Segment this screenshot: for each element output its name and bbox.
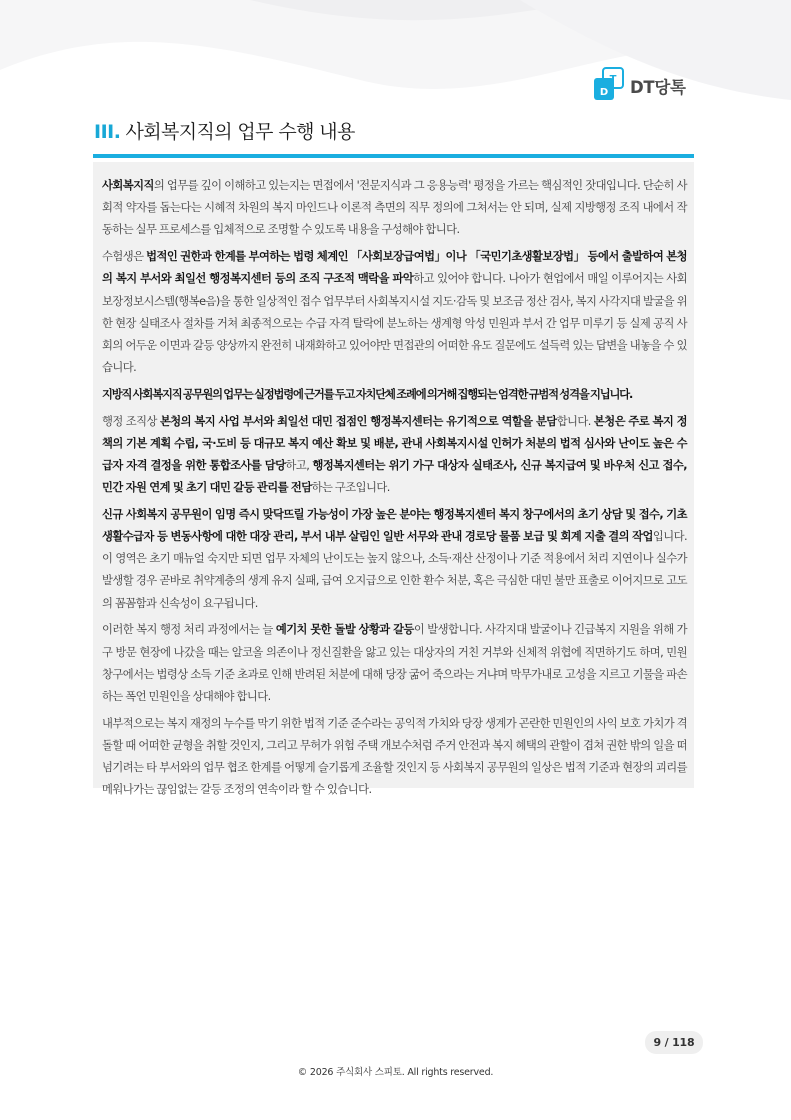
body-text: 하고 있어야 합니다. 나아가 현업에서 매일 이루어지는 사회보장정보시스템(행복e음)을 통한 일상적인 접수 업무부터 사회복지시설 지도·감독 및 보조금 정산 검사, 복지 사각지대 발굴을 위한 현장 실태조사 절차를 거쳐 최종적으로는 수급 자격 탈락에 분노하는 생계형 악성 민원과 부서 간 업무 미루기 등 실제 공직 사회의 어두운 이면과 갈등 양상까지 완전히 내재화하고 있어야만 면접관의 어떠한 유도 질문에도 설득력 있는 답변을 내놓을 수 있습니다.: [102, 272, 687, 375]
page-number: 9 / 118: [645, 1031, 703, 1054]
emphasis-text: 지방직 사회복지직 공무원의 업무는 실정법령에 근거를 두고 자치단체 조례에 의거해 집행되는 엄격한 규범적 성격을 지닙니다.: [102, 387, 633, 401]
brand-logo: [592, 66, 692, 104]
logo-letter-t: T: [609, 74, 617, 85]
section-title-text: 사회복지직의 업무 수행 내용: [125, 121, 355, 143]
content-box: [93, 162, 694, 797]
paragraph: [102, 619, 687, 708]
title-divider: [93, 154, 694, 158]
emphasis-text: 예기치 못한 돌발 상황과 갈등: [275, 623, 414, 637]
body-text: 이 발생합니다. 사각지대 발굴이나 긴급복지 지원을 위해 가구 방문 현장에 나갔을 때는 알코올 의존이나 정신질환을 앓고 있는 대상자의 거친 거부와 신체적 위협에 직면하기도 하며, 민원 창구에서는 법령상 소득 기준 초과로 인해 반려된 처분에 대해 당장 굶어 죽으라는 거냐며 막무가내로 고성을 지르고 기물을 파손하는 폭언 민원인을 상대해야 합니다.: [102, 623, 687, 703]
emphasis-text: 행정복지센터는 위기 가구 대상자 실태조사, 신규 복지급여 및 바우처 신고 접수, 민간 자원 연계 및 초기 대민 갈등 관리를 전담: [102, 458, 687, 495]
paragraph: [102, 504, 687, 615]
footer-copyright: © 2026 주식회사 스피토. All rights reserved.: [297, 1067, 494, 1078]
body-text: 입니다. 이 영역은 초기 매뉴얼 숙지만 되면 업무 자체의 난이도는 높지 않으나, 소득·재산 산정이나 기준 적용에서 처리 지연이나 실수가 발생할 경우 곧바로 취약계층의 생계 유지 실패, 급여 오지급으로 인한 환수 처분, 혹은 극심한 대민 불만 표출로 이어지므로 고도의 꼼꼼함과 신속성이 요구됩니다.: [102, 530, 687, 610]
emphasis-text: 사회복지직: [102, 179, 154, 192]
emphasis-text: 법적인 권한과 한계를 부여하는 법령 체계인 「사회보장급여법」이나 「국민기초생활보장법」 등에서 출발하여 본청의 복지 부서와 최일선 행정복지센터 등의 조직 구조적 맥락을 파악: [102, 250, 687, 286]
paragraph: [102, 384, 687, 406]
section-number: III.: [94, 121, 121, 143]
body-text: 하는 구조입니다.: [311, 481, 390, 495]
body-text: 내부적으로는 복지 재정의 누수를 막기 위한 법적 기준 준수라는 공익적 가치와 당장 생계가 곤란한 민원인의 사익 보호 가치가 격돌할 때 어떠한 균형을 취할 것인지, 그리고 무허가 위험 주택 개보수처럼 주거 안전과 복지 혜택의 관할이 겹쳐 권한 밖의 일을 떠넘기려는 타 부서와의 업무 협조 한계를 어떻게 슬기롭게 조율할 것인지 등 사회복지 공무원의 일상은 법적 기준과 현장의 괴리를 메워나가는 끊임없는 갈등 조정의 연속이라 할 수 있습니다.: [102, 716, 687, 797]
logo-mark-icon: [592, 66, 628, 102]
body-text: 하고,: [285, 458, 313, 472]
paragraph: [102, 411, 687, 500]
paragraph: [102, 246, 687, 379]
emphasis-text: 본청은 주로 복지 정책의 기본 계획 수립, 국·도비 등 대규모 복지 예산 확보 및 배분, 관내 사회복지시설 인허가 처분의 법적 심사와 난이도 높은 수급자 자격 결정을 위한 통합조사를 담당: [102, 414, 688, 472]
paragraph: [102, 713, 687, 802]
body-text: 행정 조직상: [102, 414, 160, 428]
body-text: 합니다.: [556, 414, 594, 428]
body-text: 이러한 복지 행정 처리 과정에서는 늘: [102, 623, 276, 637]
brand-name: DT당톡: [630, 78, 686, 97]
emphasis-text: 신규 사회복지 공무원이 임명 즉시 맞닥뜨릴 가능성이 가장 높은 분야는 행정복지센터 복지 창구에서의 초기 상담 및 접수, 기초생활수급자 등 변동사항에 대한 대장 관리, 부서 내부 살림인 일반 서무와 관내 경로당 물품 보급 및 회계 지출 결의 작업: [102, 507, 687, 544]
section-title: [94, 117, 355, 147]
body-text: 수험생은: [102, 250, 147, 264]
paragraph: [102, 175, 687, 242]
emphasis-text: 본청의 복지 사업 부서와 최일선 대민 접점인 행정복지센터는 유기적으로 역할을 분담: [159, 414, 557, 428]
logo-letter-d: D: [599, 87, 609, 98]
body-text: 의 업무를 깊이 이해하고 있는지는 면접에서 '전문지식과 그 응용능력' 평정을 가르는 핵심적인 잣대입니다. 단순히 사회적 약자를 돕는다는 시혜적 차원의 복지 마인드나 이론적 측면의 직무 정의에 그쳐서는 안 되며, 실제 지방행정 조직 내에서 작동하는 실무 프로세스를 입체적으로 조명할 수 있도록 내용을 구성해야 합니다.: [102, 179, 687, 237]
